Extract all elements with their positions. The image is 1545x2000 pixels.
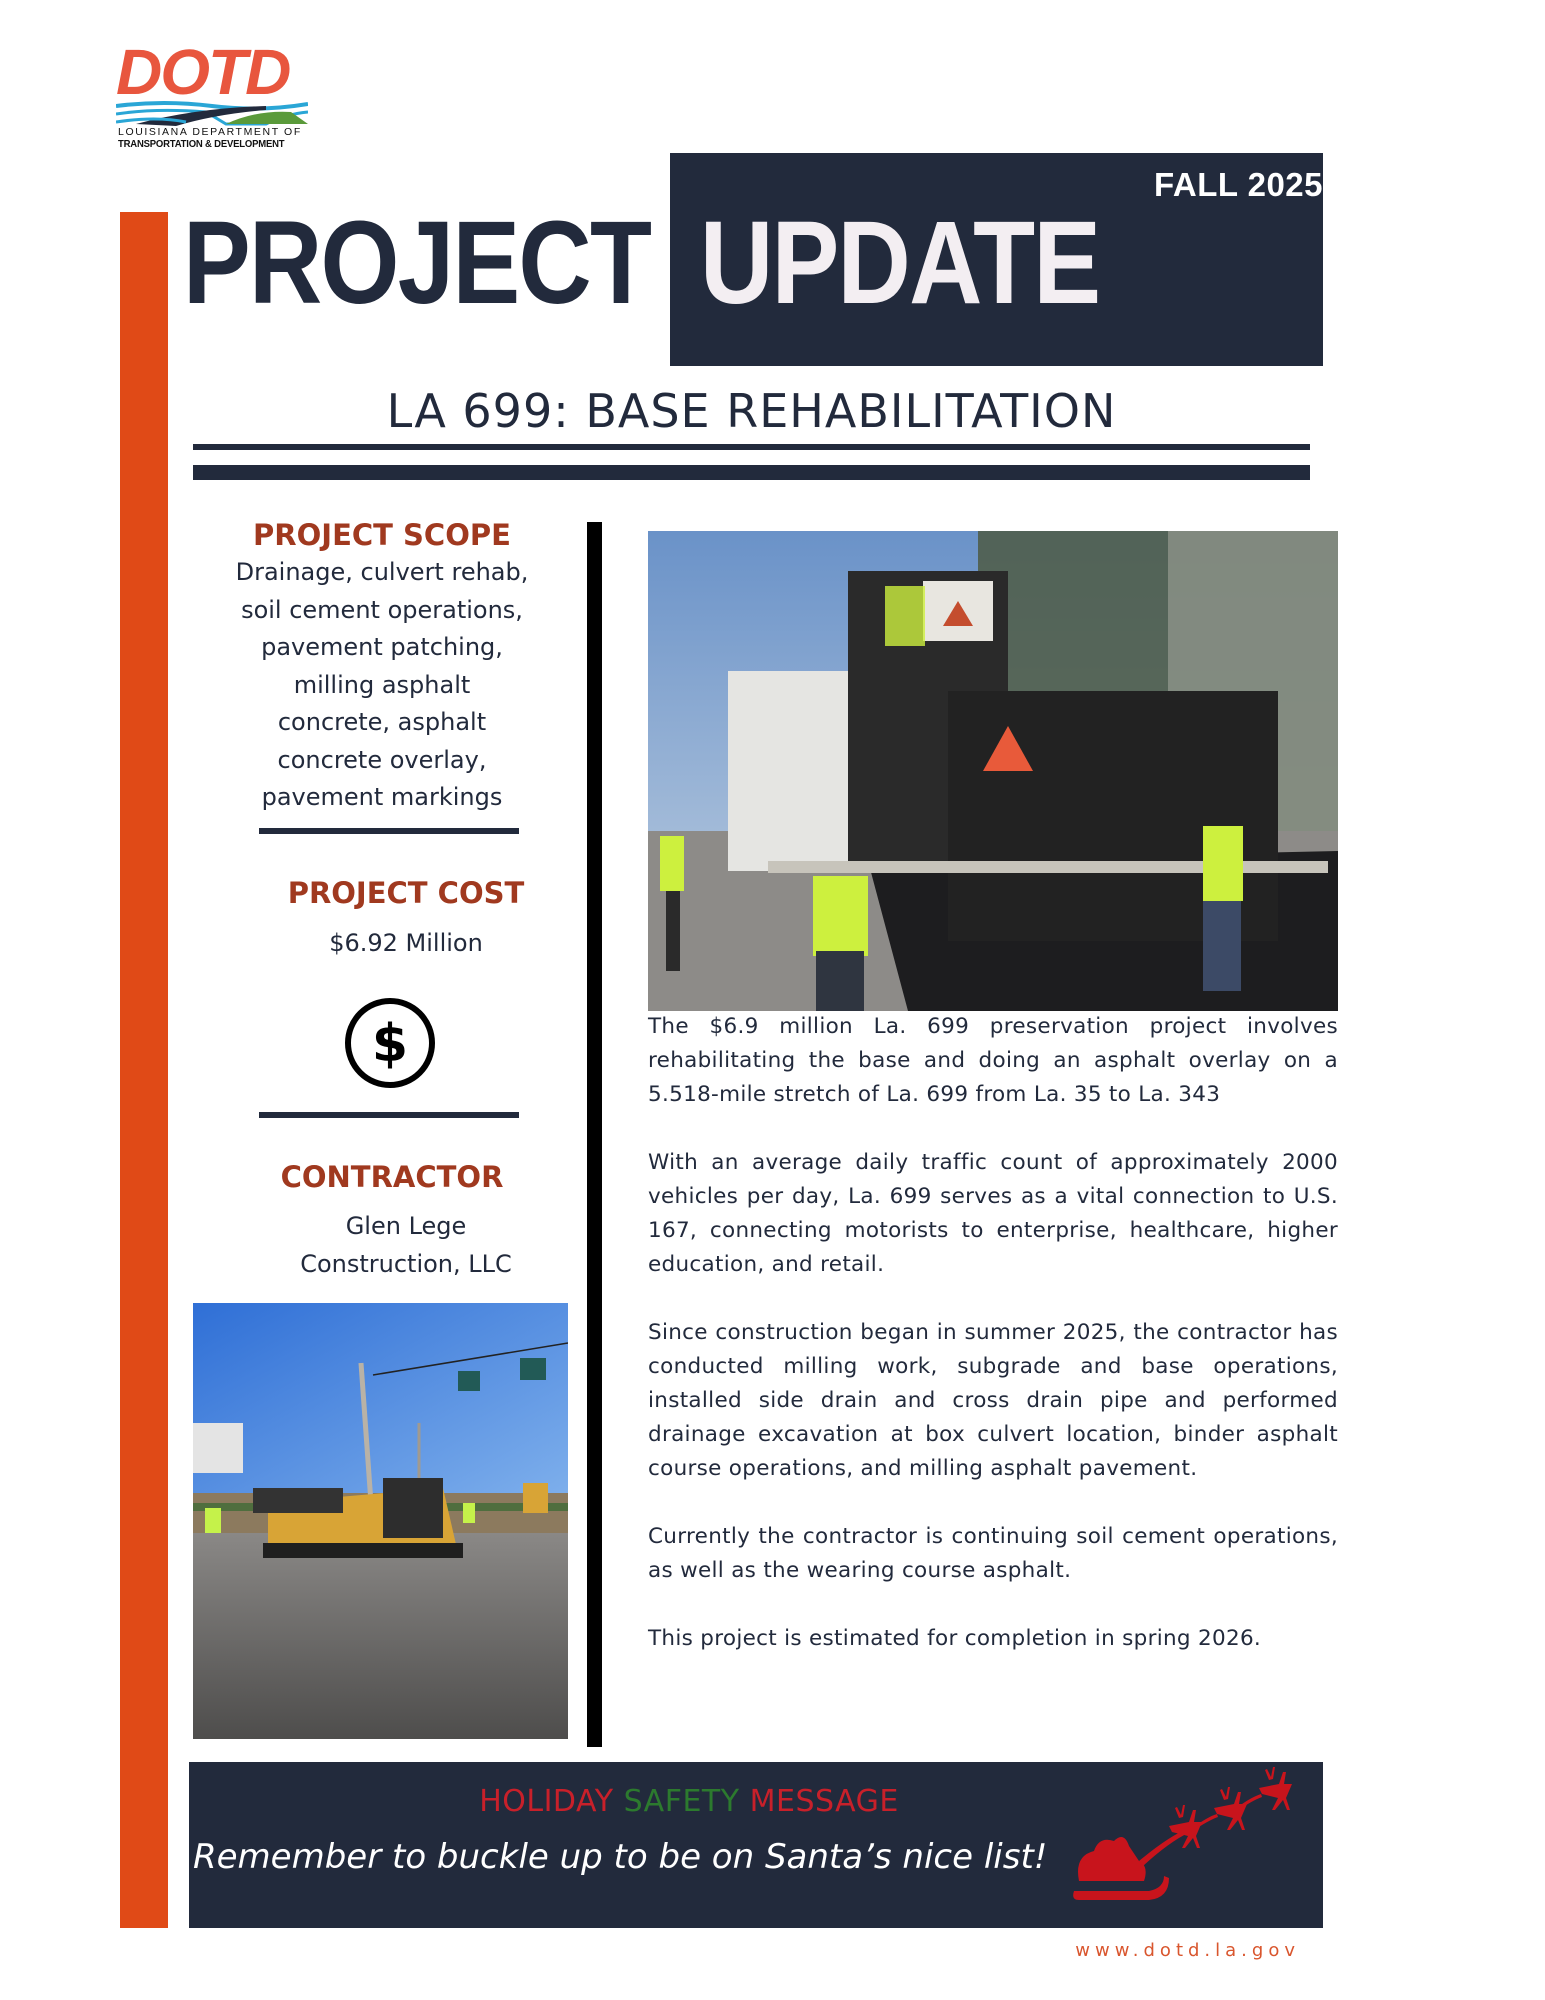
scope-line: milling asphalt [293, 670, 471, 699]
scope-heading: PROJECT SCOPE [253, 518, 511, 552]
scope-list [195, 554, 569, 817]
section-separator [259, 828, 519, 834]
article-paragraph: Currently the contractor is continuing soil cement operations, as well as the wearing course asphalt. [648, 1524, 1338, 1583]
logo-line2: TRANSPORTATION & DEVELOPMENT [118, 139, 285, 150]
holiday-safety-banner [189, 1762, 1323, 1928]
scope-line: concrete overlay, [277, 745, 487, 774]
cost-value: $6.92 Million [329, 929, 483, 957]
article-body [648, 1010, 1338, 1656]
divider-thick [193, 465, 1310, 480]
scope-line: pavement patching, [261, 633, 503, 661]
logo-line1: LOUISIANA DEPARTMENT OF [118, 126, 302, 138]
section-separator [259, 1112, 519, 1118]
logo-waves-icon [116, 100, 308, 126]
dollar-circle-icon [342, 995, 438, 1091]
article-paragraph: This project is estimated for completion in spring 2026. [648, 1626, 1262, 1651]
photo-paving-crew-image [648, 531, 1338, 1011]
divider-thin [193, 444, 1310, 450]
footer-website-link[interactable]: www.dotd.la.gov [1075, 1940, 1300, 1961]
holiday-title [189, 1784, 1189, 1820]
contractor-line: Construction, LLC [300, 1249, 512, 1278]
orange-accent-bar [120, 212, 168, 1928]
logo-wordmark: DOTD [116, 36, 290, 108]
photo-paving-crew [648, 531, 1338, 1011]
scope-line: pavement markings [261, 783, 503, 811]
page-subtitle: LA 699: BASE REHABILITATION [386, 384, 1117, 438]
cost-heading: PROJECT COST [287, 876, 525, 910]
santa-sleigh-icon [1069, 1766, 1309, 1926]
holiday-title-word: SAFETY [623, 1784, 740, 1819]
contractor-line: Glen Lege [345, 1212, 467, 1240]
holiday-title-word: HOLIDAY [479, 1784, 614, 1819]
svg-text:$: $ [371, 1014, 409, 1074]
dotd-logo [112, 36, 312, 152]
contractor-name [214, 1208, 598, 1283]
holiday-title-word: MESSAGE [749, 1784, 899, 1819]
article-paragraph: The $6.9 million La. 699 preservation project involves rehabilitating the base and doing an asphalt overlay on a 5.518-mile stretch of La. 699 from La. 35 to La. 343 [648, 1014, 1338, 1107]
contractor-heading: CONTRACTOR [280, 1160, 504, 1194]
holiday-message: Remember to buckle up to be on Santa’s nice list! [193, 1837, 1048, 1877]
photo-paver-intersection-image [193, 1303, 568, 1739]
article-paragraph: Since construction began in summer 2025, the contractor has conducted milling work, subgrade and base operations, installed side drain and cross drain pipe and performed drainage excavation at box culvert location, binder asphalt course operations, and milling asphalt pavement. [648, 1320, 1338, 1481]
scope-line: soil cement operations, [241, 595, 523, 624]
photo-paver-intersection [193, 1303, 568, 1739]
column-divider [587, 522, 602, 1747]
scope-line: concrete, asphalt [277, 708, 487, 736]
title-update: UPDATE [700, 197, 1100, 329]
season-label: FALL 2025 [1154, 166, 1323, 203]
title-project: PROJECT [183, 197, 651, 329]
article-paragraph: With an average daily traffic count of approximately 2000 vehicles per day, La. 699 serves as a vital connection to U.S. 167, connecting motorists to enterprise, healthcare, higher education, and retail. [648, 1150, 1338, 1277]
scope-line: Drainage, culvert rehab, [235, 558, 529, 586]
